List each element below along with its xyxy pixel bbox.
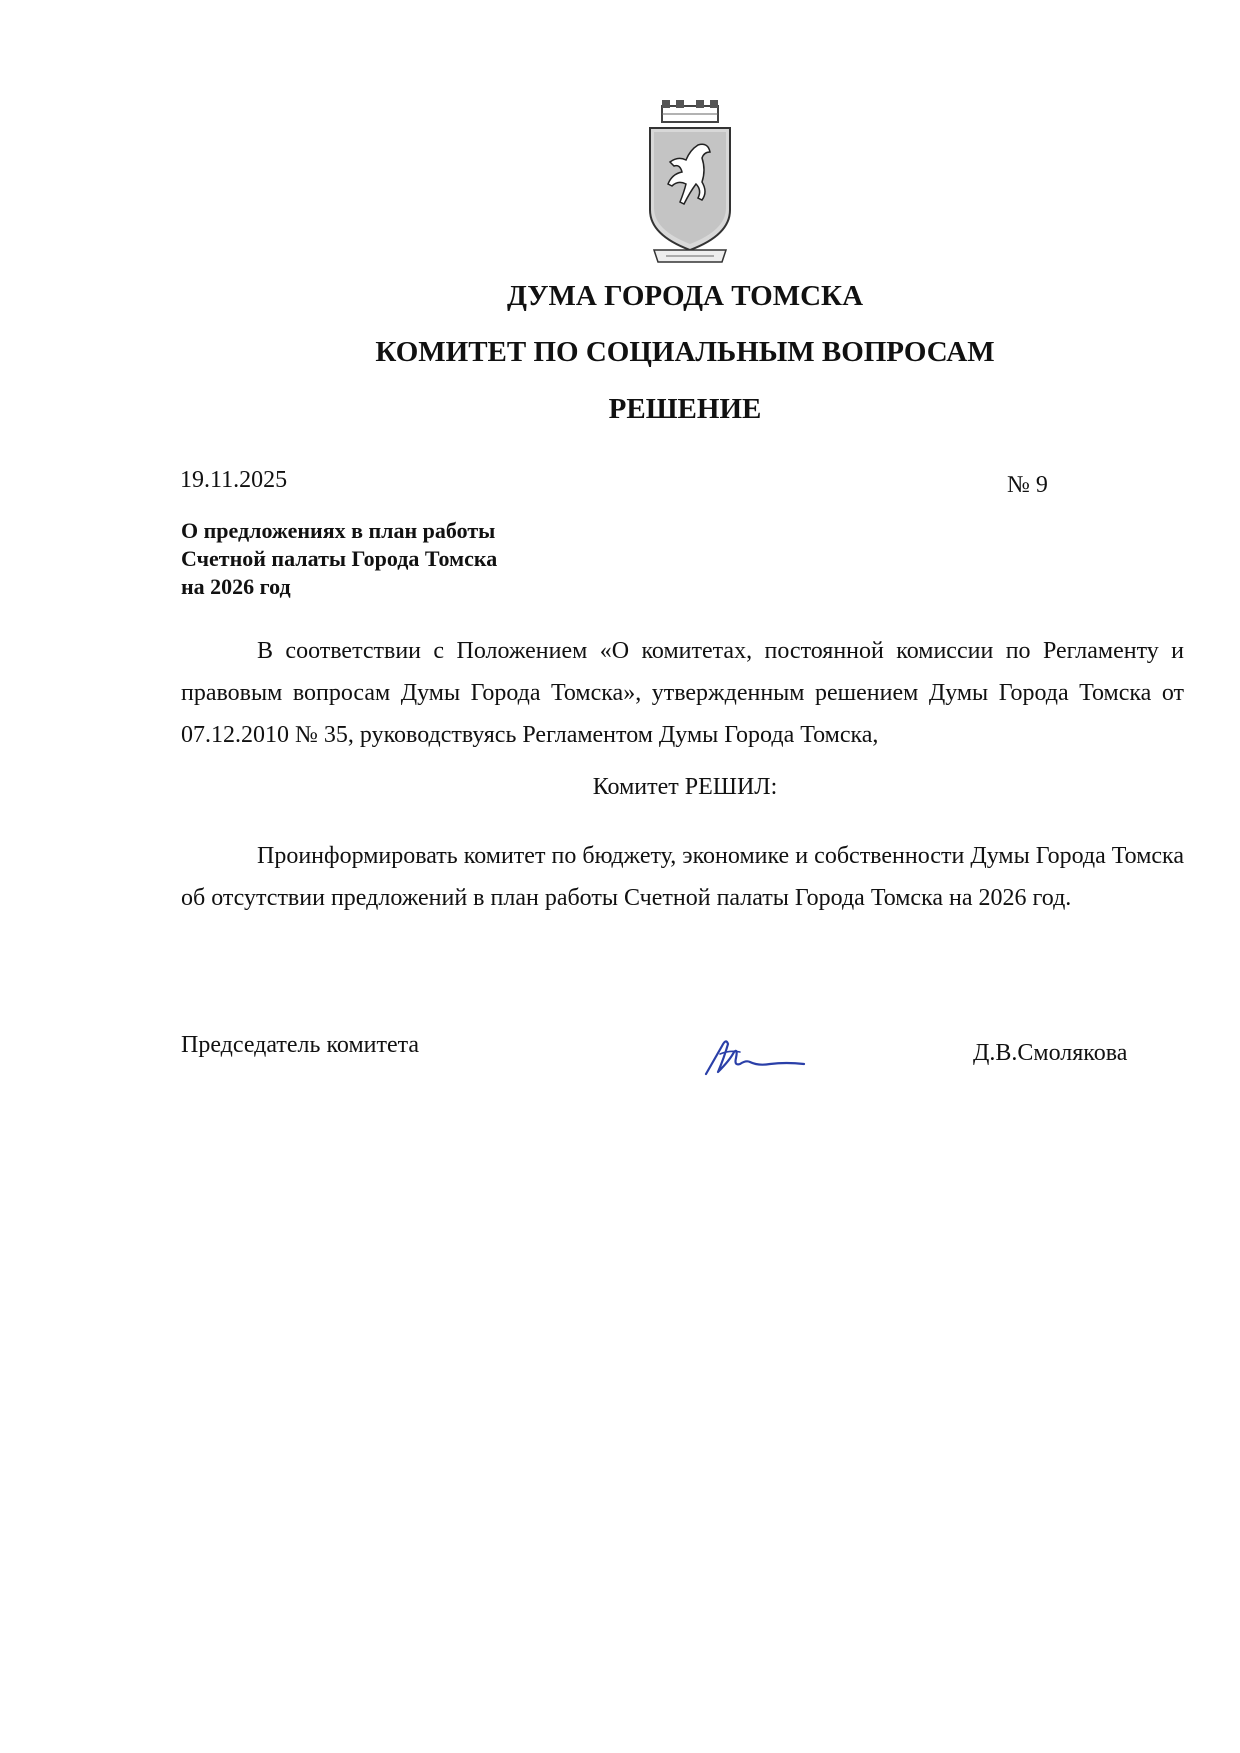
document-date: 19.11.2025 (180, 467, 288, 493)
document-type-title: РЕШЕНИЕ (608, 393, 762, 425)
organization-title: ДУМА ГОРОДА ТОМСКА (506, 280, 864, 312)
committee-title: КОМИТЕТ ПО СОЦИАЛЬНЫМ ВОПРОСАМ (375, 336, 995, 368)
document-number: № 9 (1007, 472, 1048, 498)
signatory-name: Д.В.Смолякова (973, 1040, 1128, 1066)
subject-line: О предложениях в план работы (181, 518, 496, 543)
coat-of-arms-icon (640, 100, 740, 270)
subject-line: на 2026 год (181, 574, 291, 599)
resolved-heading: Комитет РЕШИЛ: (592, 774, 778, 800)
preamble-paragraph: В соответствии с Положением «О комитетах, постоянной комиссии по Регламенту и правовым вопросам Думы Города Томска», утвержденным решением Думы Города Томска от 07.12.2010 № 35, руководствуясь Регламентом Думы Города Томска, (181, 638, 1184, 748)
signatory-title: Председатель комитета (181, 1032, 420, 1058)
subject-line: Счетной палаты Города Томска (181, 546, 498, 571)
handwritten-signature-icon (700, 1030, 810, 1080)
document-subject (181, 517, 497, 601)
decision-paragraph: Проинформировать комитет по бюджету, экономике и собственности Думы Города Томска об отсутствии предложений в план работы Счетной палаты Города Томска на 2026 год. (181, 843, 1184, 911)
